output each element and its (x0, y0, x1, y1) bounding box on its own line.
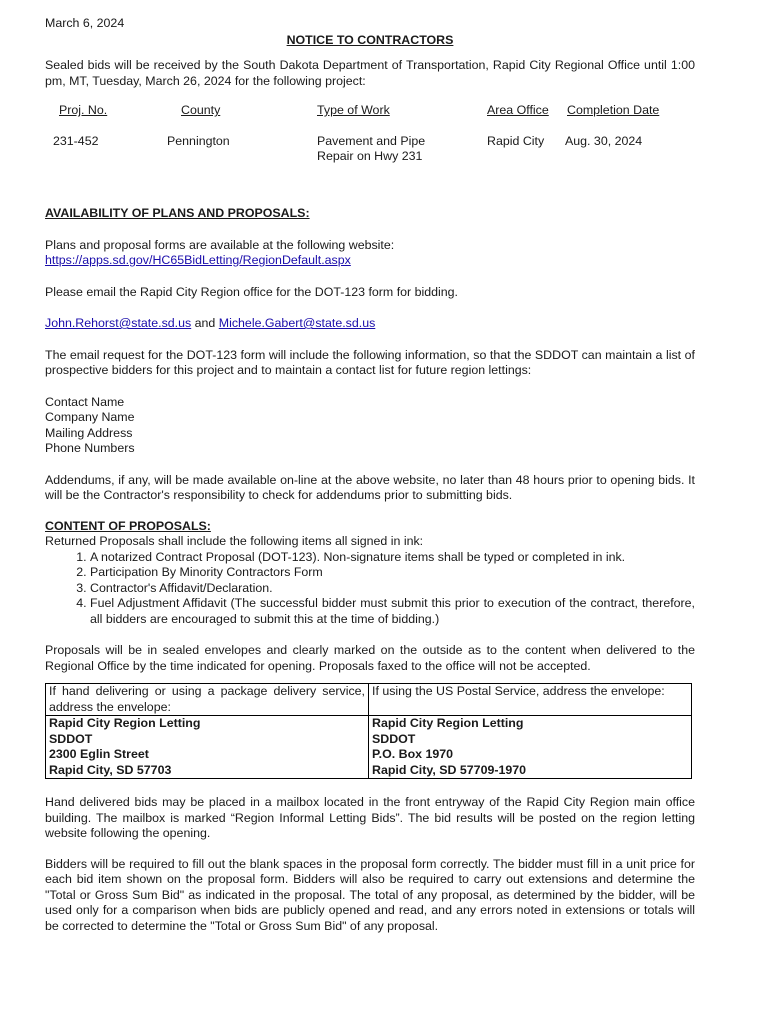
address-line: Rapid City Region Letting (372, 716, 524, 730)
email-link-gabert[interactable]: Michele.Gabert@state.sd.us (218, 316, 376, 330)
address-line: SDDOT (372, 731, 416, 746)
address-line: P.O. Box 1970 (372, 747, 454, 761)
addendums-paragraph: Addendums, if any, will be made available on-line at the above website, no later than 48 hours prior to opening bids. It will be the Contractor's responsibility to check for addendums prior to submitting bids. (45, 472, 695, 502)
address-line: 2300 Eglin Street (49, 747, 149, 761)
email-and: and (191, 316, 219, 330)
email-instruction: Please email the Rapid City Region office for the DOT-123 form for bidding. (45, 284, 458, 299)
header-completion-date: Completion Date (567, 103, 660, 117)
availability-heading: AVAILABILITY OF PLANS AND PROPOSALS: (45, 206, 310, 220)
list-item: 2. Participation By Minority Contractors Form (90, 565, 695, 581)
email-request-paragraph: The email request for the DOT-123 form will include the following information, so that the SDDOT can maintain a list of prospective bidders for this project and to maintain a contact list for future region lettings: (45, 347, 695, 377)
header-area-office: Area Office (487, 103, 549, 117)
hand-delivery-address (46, 716, 369, 779)
cell-proj-no: 231-452 (53, 134, 99, 148)
cell-area-office: Rapid City (487, 134, 545, 148)
plans-text: Plans and proposal forms are available at the following website: (45, 237, 395, 252)
info-item: Mailing Address (45, 425, 133, 440)
info-item: Company Name (45, 410, 135, 424)
envelope-address-table (45, 683, 692, 779)
address-line: Rapid City, SD 57703 (49, 762, 172, 777)
cell-work-line2: Repair on Hwy 231 (317, 149, 423, 163)
required-items-list (45, 550, 695, 628)
project-table (45, 103, 695, 175)
info-item: Phone Numbers (45, 441, 135, 455)
hand-delivery-header: If hand delivering or using a package delivery service, address the envelope: (46, 684, 369, 716)
sealed-envelope-paragraph: Proposals will be in sealed envelopes and clearly marked on the outside as to the content when delivered to the Regional Office by the time indicated for opening. Proposals faxed to the office will not be accepted. (45, 643, 695, 673)
header-type-of-work: Type of Work (317, 103, 390, 117)
notice-date: March 6, 2024 (45, 16, 125, 30)
address-line: Rapid City Region Letting (49, 716, 201, 730)
header-proj-no: Proj. No. (59, 103, 108, 117)
contact-info-list (45, 395, 695, 457)
list-item: 3. Contractor's Affidavit/Declaration. (90, 581, 695, 597)
intro-paragraph: Sealed bids will be received by the South Dakota Department of Transportation, Rapid City Regional Office until 1:00 pm, MT, Tuesday, March 26, 2024 for the following project: (45, 58, 695, 88)
email-link-rehorst[interactable]: John.Rehorst@state.sd.us (45, 316, 192, 330)
returned-text: Returned Proposals shall include the following items all signed in ink: (45, 534, 424, 548)
document-page (45, 16, 695, 934)
postal-address (369, 716, 692, 779)
bidders-paragraph: Bidders will be required to fill out the blank spaces in the proposal form correctly. The bidder must fill in a unit price for each bid item shown on the proposal form. Bidders will also be required to carry out extensions and determine the "Total or Gross Sum Bid" as indicated in the proposal. The total of any proposal, as determined by the bidder, will be used only for a comparison when bids are publicly opened and read, and any errors noted in extensions or totals will be corrected to determine the "Total or Gross Sum Bid" of any proposal. (45, 856, 695, 933)
cell-completion-date: Aug. 30, 2024 (565, 134, 643, 148)
content-heading: CONTENT OF PROPOSALS: (45, 518, 211, 533)
email-line (45, 316, 695, 332)
cell-work-line1: Pavement and Pipe (317, 134, 426, 148)
address-line: Rapid City, SD 57709-1970 (372, 762, 527, 777)
header-county: County (181, 103, 221, 117)
postal-service-header: If using the US Postal Service, address the envelope: (369, 684, 692, 716)
address-line: SDDOT (49, 731, 93, 746)
cell-county: Pennington (167, 134, 230, 148)
info-item: Contact Name (45, 394, 125, 409)
list-item: 1. A notarized Contract Proposal (DOT-123). Non-signature items shall be typed or completed in ink. (90, 550, 695, 566)
notice-title: NOTICE TO CONTRACTORS (286, 32, 454, 47)
website-link-line (45, 253, 695, 269)
website-link[interactable]: https://apps.sd.gov/HC65BidLetting/RegionDefault.aspx (45, 253, 351, 267)
mailbox-paragraph: Hand delivered bids may be placed in a mailbox located in the front entryway of the Rapid City Region main office building. The mailbox is marked “Region Informal Letting Bids”. The bid results will be posted on the region letting website following the opening. (45, 795, 695, 840)
list-item: 4. Fuel Adjustment Affidavit (The successful bidder must submit this prior to execution of the contract, therefore, all bidders are encouraged to submit this at the time of bidding.) (90, 596, 695, 627)
